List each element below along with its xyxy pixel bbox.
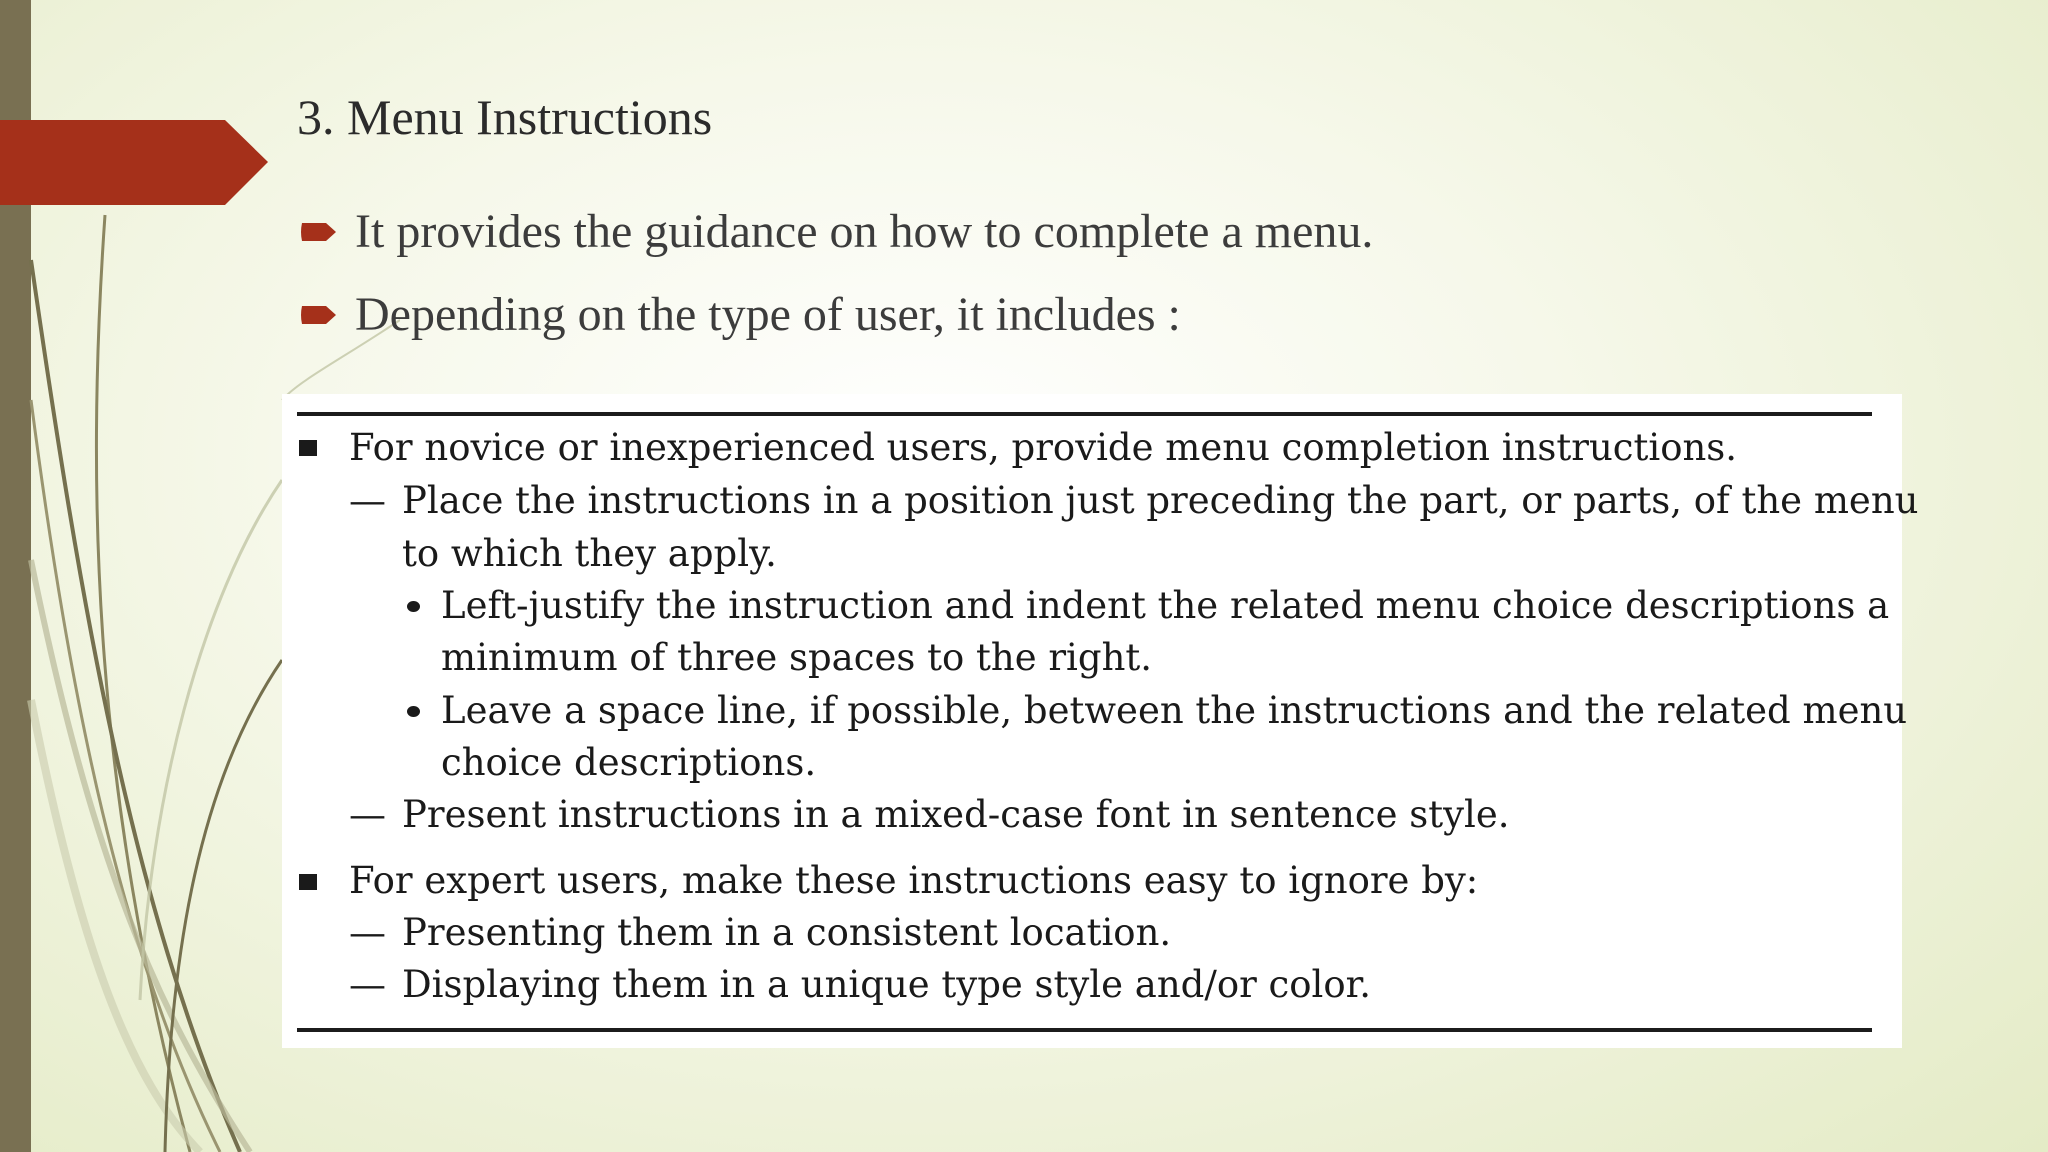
square-bullet-icon [299, 440, 317, 456]
dash-glyph: — [349, 479, 386, 522]
bullet-text: Depending on the type of user, it includes : [355, 288, 1181, 341]
section1-dash2: Present instructions in a mixed-case font in sentence style. [402, 793, 1510, 836]
bullet-item [300, 190, 1900, 273]
bullet-text: It provides the guidance on how to complete a menu. [355, 205, 1374, 258]
arrow-bullet-icon [300, 300, 340, 330]
dash-glyph: — [349, 911, 386, 954]
square-bullet-icon [299, 874, 317, 890]
section2-dash1: Presenting them in a consistent location. [402, 911, 1172, 954]
bullet-list [300, 190, 1900, 356]
guidelines-image [282, 394, 1919, 1048]
section1-sub2-line1: Leave a space line, if possible, between the instructions and the related menu [441, 689, 1908, 732]
slide-title: 3. Menu Instructions [297, 89, 713, 145]
bullet-item [300, 273, 1900, 356]
section2-heading: For expert users, make these instructions easy to ignore by: [349, 859, 1479, 902]
section1-sub1-line1: Left-justify the instruction and indent the related menu choice descriptions a [441, 584, 1890, 627]
section1-sub1-line2: minimum of three spaces to the right. [441, 636, 1153, 679]
bottom-rule [297, 1028, 1872, 1032]
round-bullet-icon [407, 601, 420, 612]
title-arrow-banner [0, 120, 270, 205]
dash-glyph: — [349, 793, 386, 836]
round-bullet-icon [407, 706, 420, 717]
section1-dash1-line1: Place the instructions in a position just preceding the part, or parts, of the menu [402, 479, 1919, 522]
arrow-bullet-icon [300, 217, 340, 247]
section1-sub2-line2: choice descriptions. [441, 741, 817, 784]
section2-dash2: Displaying them in a unique type style and/or color. [402, 963, 1372, 1006]
section1-heading: For novice or inexperienced users, provide menu completion instructions. [349, 426, 1738, 469]
top-rule [297, 412, 1872, 416]
dash-glyph: — [349, 963, 386, 1006]
section1-dash1-line2: to which they apply. [402, 532, 777, 575]
